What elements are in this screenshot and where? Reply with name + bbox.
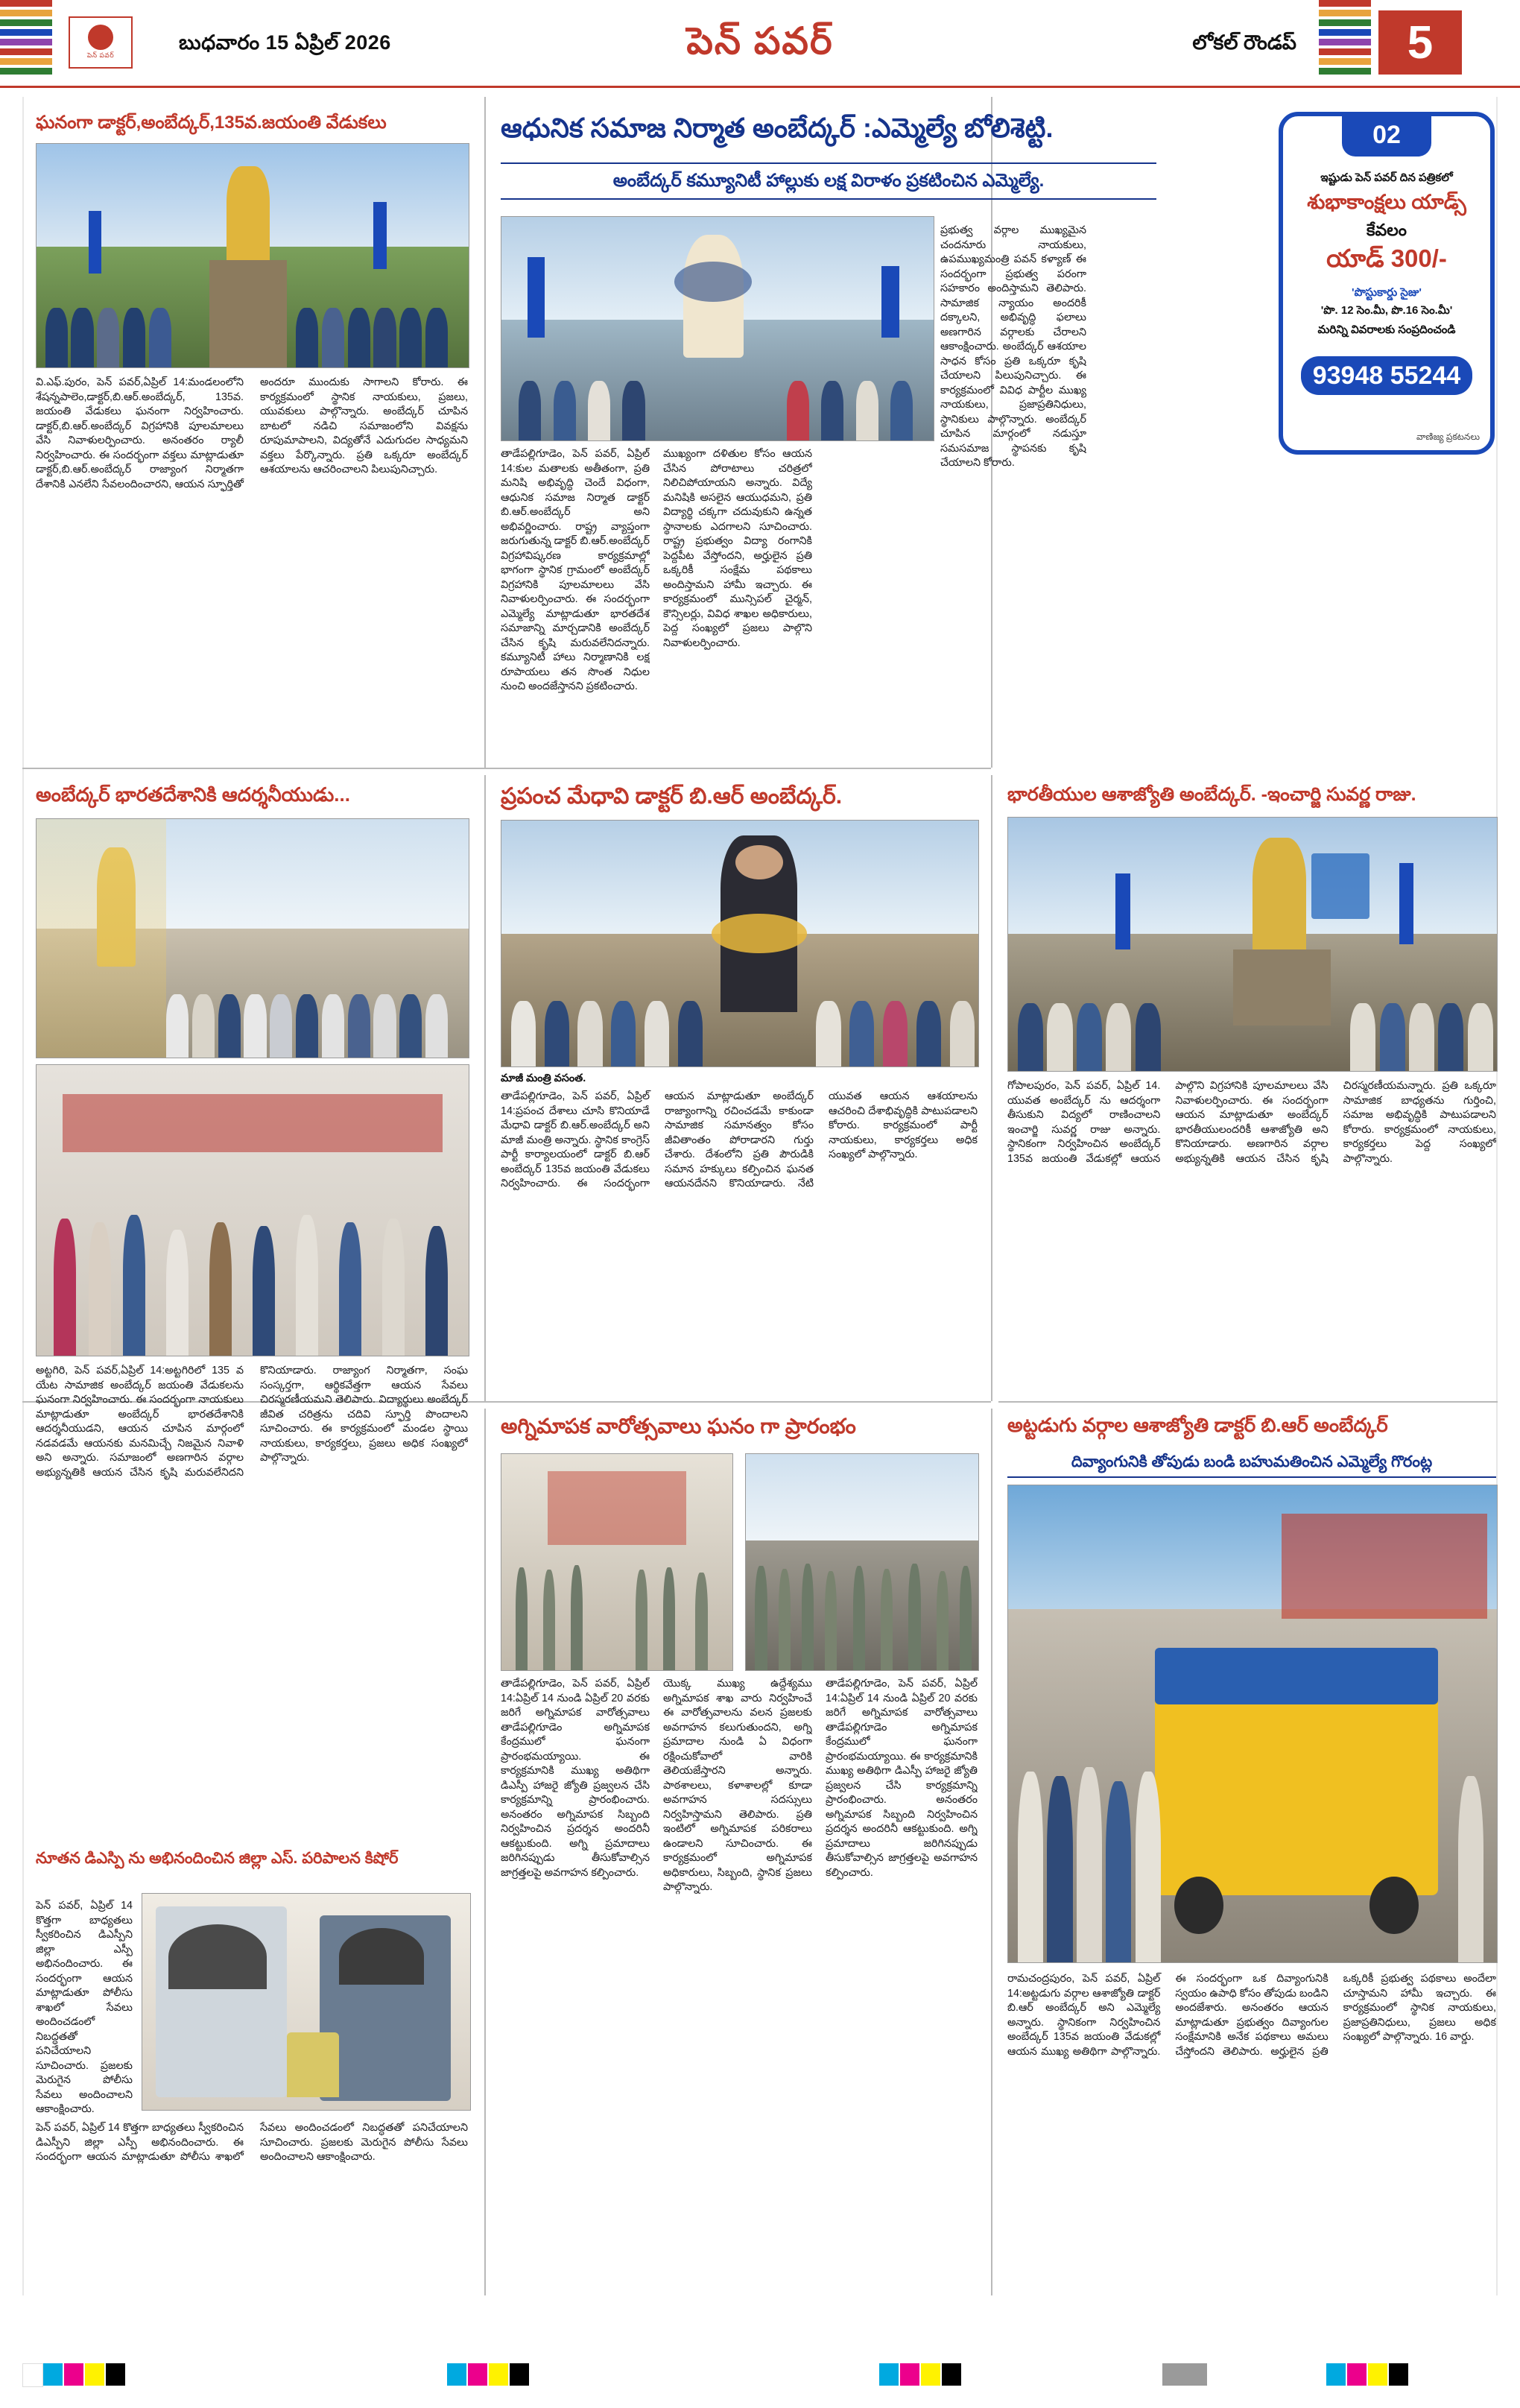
article-7 [1007, 783, 1496, 806]
column-rule [991, 775, 992, 1401]
article-5-headline: ప్రపంచ మేధావి డాక్టర్ బి.ఆర్ అంబేద్కర్. [501, 784, 843, 809]
issue-date: బుధవారం 15 ఏప్రిల్ 2026 [179, 31, 391, 54]
article-4-headline: ఆధునిక సమాజ నిర్మాత అంబేద్కర్ :ఎమ్మెల్యే బోలిశెట్టి. [501, 113, 1054, 143]
article-3 [36, 1848, 468, 1868]
article-6 [501, 1413, 978, 1440]
article-3-headline: నూతన డిఎస్పి ను అభినందించిన జిల్లా ఎస్. పరిపాలన కిషోర్ [36, 1850, 399, 1867]
article-6-photo-1 [501, 1453, 733, 1671]
ad-line-7: మరిన్ని వివరాలకు సంప్రదించండి [1317, 323, 1456, 336]
article-5-photo [501, 820, 979, 1067]
ad-number-badge: 02 [1342, 113, 1431, 157]
article-1-headline: ఘనంగా డాక్టర్,అంబేద్కర్,135వ.జయంతి వేడుకలు [36, 113, 387, 133]
section-label: లోకల్ రౌండప్ [1192, 31, 1296, 54]
masthead [0, 0, 1520, 88]
article-2-photo-top [36, 818, 469, 1058]
article-4-subhead: అంబేద్కర్ కమ్యూనిటీ హాల్లుకు లక్ష విరాళం ప్రకటించిన ఎమ్మెల్యే. [612, 171, 1045, 191]
article-6-col1: తాడేపల్లిగూడెం, పెన్ పవర్, ఏప్రిల్ 14:ఏప్రిల్ 14 నుండి ఏప్రిల్ 20 వరకు జరిగే అగ్నిమాపక వారోత్సవాలు తాడేపల్లిగూడెం అగ్నిమాపక కేంద్రములో ఘనంగా ప్రారంభమయ్యాయి. ఈ కార్యక్రమానికి ముఖ్య అతిథిగా డిఎస్పీ హాజరై జ్యోతి ప్రజ్వలన చేసి కార్యక్రమాన్ని ప్రారంభించారు. అనంతరం అగ్నిమాపక సిబ్బంది నిర్వహించిన ప్రదర్శన అందరినీ ఆకట్టుకుంది. అగ్ని ప్రమాదాలు జరిగినప్పుడు తీసుకోవాల్సిన జాగ్రత్తలపై అవగాహన కల్పించారు. [501, 1678, 650, 1879]
article-3-body-bottom: పెన్ పవర్, ఏప్రిల్ 14 కొత్తగా బాధ్యతలు స్వీకరించిన డిఎస్పీని జిల్లా ఎస్పీ అభినందించారు. ఈ సందర్భంగా ఆయన మాట్లాడుతూ పోలీసు శాఖలో సేవలు అందించడంలో నిబద్ధతతో పనిచేయాలని సూచించారు. ప్రజలకు మెరుగైన పోలీసు సేవలు అందించాలని ఆకాంక్షించారు. [36, 2122, 468, 2163]
article-8-photo [1007, 1485, 1498, 1963]
article-5-caption: మాజీ మంత్రి వసంత. [501, 1072, 586, 1084]
ad-line-3: కేవలం [1367, 221, 1407, 239]
article-8-subhead-box [1007, 1452, 1496, 1478]
article-2 [36, 783, 468, 806]
ad-line-4: యాడ్ 300/- [1326, 244, 1447, 272]
article-1-photo [36, 143, 469, 368]
article-4 [501, 112, 1395, 145]
page-title: పెన్ పవర్ [686, 20, 834, 62]
article-6-photo-2 [745, 1453, 979, 1671]
article-7-headline: భారతీయుల ఆశాజ్యోతి అంబేద్కర్. -ఇంచార్జి సువర్ణ రాజు. [1007, 784, 1416, 805]
article-8-body: రామచంద్రపురం, పెన్ పవర్, ఏప్రిల్ 14:అట్టడుగు వర్గాల ఆశాజ్యోతి డాక్టర్ బి.ఆర్ అంబేద్కర్ అని ఎమ్మెల్యే అన్నారు. స్థానికంగా నిర్వహించిన అంబేద్కర్ 135వ జయంతి వేడుకల్లో ఆయన ముఖ్య అతిథిగా పాల్గొన్నారు. ఈ సందర్భంగా ఒక దివ్యాంగునికి స్వయం ఉపాధి కోసం తోపుడు బండిని అందజేశారు. అనంతరం ఆయన మాట్లాడుతూ ప్రభుత్వం దివ్యాంగుల సంక్షేమానికి అనేక పథకాలు అమలు చేస్తోందని తెలిపారు. అర్హులైన ప్రతి ఒక్కరికీ ప్రభుత్వ పథకాలు అందేలా చూస్తామని హామీ ఇచ్చారు. ఈ కార్యక్రమంలో స్థానిక నాయకులు, ప్రజాప్రతినిధులు, ప్రజలు అధిక సంఖ్యలో పాల్గొన్నారు. 16 వార్డు. [1007, 1973, 1496, 2058]
ad-line-6: 'పొ. 12 సెం.మీ, పొ.16 సెం.మీ' [1320, 304, 1453, 317]
article-4-col3: ముఖ్యంగా దళితుల కోసం ఆయన చేసిన పోరాటాలు చరిత్రలో నిలిచిపోయాయని అన్నారు. విద్యే మనిషికి అసలైన ఆయుధమని, ప్రతి విద్యార్థి చక్కగా చదువుకుని ఉన్నత స్థానాలకు ఎదగాలని సూచించారు. రాష్ట్ర ప్రభుత్వం విద్యా రంగానికి పెద్దపీట వేస్తోందని, అర్హులైన ప్రతి ఒక్కరికీ సంక్షేమ పథకాలు అందిస్తామని హామీ ఇచ్చారు. ఈ కార్యక్రమంలో మున్సిపల్ చైర్మన్, కౌన్సిలర్లు, వివిధ శాఖల అధికారులు, పెద్ద సంఖ్యలో ప్రజలు పాల్గొని నివాళులర్పించారు. [663, 448, 812, 649]
column-rule [484, 775, 486, 1401]
article-6-col2: యొక్క ముఖ్య ఉద్దేశ్యము అగ్నిమాపక శాఖ వారు నిర్వహించే ఈ వారోత్సవాలను వలన ప్రజలకు అవగాహన కలుగుతుందని, అగ్ని ప్రమాదాల నుండి ఏ విధంగా రక్షించుకోవాలో వారికి తెలియజేస్తారని అన్నారు. పాఠశాలలు, కళాశాలల్లో కూడా అవగాహన సదస్సులు నిర్వహిస్తామని తెలిపారు. ప్రతి ఇంటిలో అగ్నిమాపక పరికరాలు ఉండాలని సూచించారు. ఈ కార్యక్రమంలో అగ్నిమాపక అధికారులు, సిబ్బంది, స్థానిక ప్రజలు పాల్గొన్నారు. [663, 1678, 812, 1893]
logo-text: పెన్ పవర్ [86, 51, 115, 59]
color-registration-bars [0, 2344, 1520, 2408]
ad-line-2: శుభాకాంక్షలు యాడ్స్ [1307, 191, 1466, 213]
article-3-body-left: పెన్ పవర్, ఏప్రిల్ 14 కొత్తగా బాధ్యతలు స్వీకరించిన డిఎస్పీని జిల్లా ఎస్పీ అభినందించారు. ఈ సందర్భంగా ఆయన మాట్లాడుతూ పోలీసు శాఖలో సేవలు అందించడంలో నిబద్ధతతో పనిచేయాలని సూచించారు. ప్రజలకు మెరుగైన పోలీసు సేవలు అందించాలని ఆకాంక్షించారు. [36, 1900, 133, 2115]
article-8 [1007, 1413, 1496, 1438]
page-edge-rule [22, 97, 24, 2295]
article-4-subhead-box [501, 162, 1156, 200]
ad-note: వాణిజ్య ప్రకటనలు [1416, 432, 1480, 442]
article-8-headline: అట్టడుగు వర్గాల ఆశాజ్యోతి డాక్టర్ బి.ఆర్ అంబేద్కర్ [1007, 1414, 1388, 1436]
column-rule [991, 1409, 992, 2295]
article-4-col2: ప్రభుత్వ వర్గాల ముఖ్యమైన చందనూరు నాయకులు, ఉపముఖ్యమంత్రి పవన్ కళ్యాణ్ ఈ సందర్భంగా ప్రభుత్వ పరంగా సహకారం అందిస్తామని తెలిపారు. సామాజిక న్యాయం అందరికీ దక్కాలని, అభివృద్ధి ఫలాలు అణగారిన వర్గాలకు చేరాలని ఆకాంక్షించారు. అంబేద్కర్ ఆశయాల సాధన కోసం ప్రతి ఒక్కరూ కృషి చేయాలని పిలుపునిచ్చారు. ఈ కార్యక్రమంలో వివిధ పార్టీల ముఖ్య నాయకులు, ప్రజాప్రతినిధులు, స్థానికులు పాల్గొన్నారు. అంబేద్కర్ చూపిన మార్గంలో నడుస్తూ సమసమాజ స్థాపనకు కృషి చేయాలని కోరారు. [940, 224, 1086, 469]
page-number-badge: 5 [1378, 10, 1462, 75]
article-4-photo [501, 216, 934, 441]
article-6-headline: అగ్నిమాపక వారోత్సవాలు ఘనం గా ప్రారంభం [501, 1415, 856, 1438]
article-5 [501, 783, 978, 811]
article-3-photo [142, 1893, 471, 2111]
article-1-body: వి.ఎఫ్.పురం, పెన్ పవర్,ఏప్రిల్ 14:మండలంలోని శేషన్నపాలెం,డాక్టర్,బి.ఆర్.అంబేద్కర్, 135వ. జయంతి వేడుకలు ఘనంగా నిర్వహించారు. డాక్టర్,బి.ఆర్.అంబేద్కర్ విగ్రహానికి పూలమాలలు వేసి నివాళులర్పించారు. అనంతరం ర్యాలీ నిర్వహించారు. ఈ సందర్భంగా వక్తలు మాట్లాడుతూ డాక్టర్,బి.ఆర్.అంబేద్కర్ రాజ్యాంగ నిర్మాతగా దేశానికి ఎనలేని సేవలందించారని, ఆయన స్ఫూర్తితో అందరూ ముందుకు సాగాలని కోరారు. ఈ కార్యక్రమంలో స్థానిక నాయకులు, ప్రజలు, యువకులు పాల్గొన్నారు. అంబేద్కర్ చూపిన బాటలో నడిచి సమాజంలోని వివక్షను రూపుమాపాలని, విద్యతోనే ఎదుగుదల సాధ్యమని వక్తలు పేర్కొన్నారు. ప్రతి ఒక్కరూ అంబేద్కర్ ఆశయాలను ఆచరించాలని పిలుపునిచ్చారు. [36, 376, 468, 490]
article-6-col3: తాడేపల్లిగూడెం, పెన్ పవర్, ఏప్రిల్ 14:ఏప్రిల్ 14 నుండి ఏప్రిల్ 20 వరకు జరిగే అగ్నిమాపక వారోత్సవాలు తాడేపల్లిగూడెం అగ్నిమాపక కేంద్రములో ఘనంగా ప్రారంభమయ్యాయి. ఈ కార్యక్రమానికి ముఖ్య అతిథిగా డిఎస్పీ హాజరై జ్యోతి ప్రజ్వలన చేసి కార్యక్రమాన్ని ప్రారంభించారు. అనంతరం అగ్నిమాపక సిబ్బంది నిర్వహించిన ప్రదర్శన అందరినీ ఆకట్టుకుంది. అగ్ని ప్రమాదాలు జరిగినప్పుడు తీసుకోవాల్సిన జాగ్రత్తలపై అవగాహన కల్పించారు. [826, 1678, 978, 1879]
article-5-body: తాడేపల్లిగూడెం, పెన్ పవర్, ఏప్రిల్ 14:ప్రపంచ దేశాలు చూసి కొనియాడే మేధావి డాక్టర్ బి.ఆర్.అంబేద్కర్ అని మాజీ మంత్రి అన్నారు. స్థానిక కాంగ్రెస్ పార్టీ కార్యాలయంలో డాక్టర్ బి.ఆర్ అంబేద్కర్ 135వ జయంతి వేడుకలు నిర్వహించారు. ఈ సందర్భంగా ఆయన మాట్లాడుతూ అంబేద్కర్ రాజ్యాంగాన్ని రచించడమే కాకుండా సామాజిక సమానత్వం కోసం జీవితాంతం పోరాడారని గుర్తు చేశారు. దేశంలోని ప్రతి పౌరుడికి సమాన హక్కులు కల్పించిన ఘనత ఆయనదేనని కొనియాడారు. నేటి యువత ఆయన ఆశయాలను ఆచరించి దేశాభివృద్ధికి పాటుపడాలని కోరారు. కార్యక్రమంలో పార్టీ నాయకులు, కార్యకర్తలు అధిక సంఖ్యలో పాల్గొన్నారు. [501, 1090, 978, 1189]
advertisement-box[interactable] [1279, 112, 1495, 455]
ad-phone-number[interactable]: 93948 55244 [1301, 356, 1472, 395]
article-2-photo-bottom [36, 1064, 469, 1356]
article-8-subhead: దివ్యాంగునికి తోపుడు బండి బహుమతించిన ఎమ్మెల్యే గొరంట్ల [1071, 1453, 1433, 1470]
section-rule [998, 1401, 1498, 1403]
ad-line-1: ఇష్టుడు పెన్ పవర్ దిన పత్రికలో [1320, 171, 1453, 184]
article-7-body: గోపాలపురం, పెన్ పవర్, ఏప్రిల్ 14. యువత అంబేద్కర్ ను ఆదర్శంగా తీసుకుని విద్యలో రాణించాలని ఇంచార్జి సువర్ణ రాజు అన్నారు. స్థానికంగా నిర్వహించిన అంబేద్కర్ 135వ జయంతి వేడుకల్లో ఆయన పాల్గొని విగ్రహానికి పూలమాలలు వేసి నివాళులర్పించారు. ఈ సందర్భంగా ఆయన మాట్లాడుతూ అంబేద్కర్ భారతీయులందరికీ ఆశాజ్యోతి అని కొనియాడారు. అణగారిన వర్గాల అభ్యున్నతికి ఆయన చేసిన కృషి చిరస్మరణీయమన్నారు. ప్రతి ఒక్కరూ సామాజిక బాధ్యతను గుర్తించి, సమాజ అభివృద్ధికి పాటుపడాలని కోరారు. కార్యక్రమంలో నాయకులు, కార్యకర్తలు పెద్ద సంఖ్యలో పాల్గొన్నారు. [1007, 1080, 1496, 1165]
column-rule [484, 1409, 486, 2295]
ad-line-5: 'పొస్టుకార్డు సైజు' [1352, 286, 1422, 299]
column-rule [484, 97, 486, 768]
page-edge-rule [1496, 97, 1498, 2295]
section-rule [22, 768, 991, 769]
article-1 [36, 112, 468, 134]
article-4-col1: తాడేపల్లిగూడెం, పెన్ పవర్, ఏప్రిల్ 14:కుల మతాలకు అతీతంగా, ప్రతి మనిషి అభివృద్ధి చెందే విధంగా, ఆధునిక సమాజ నిర్మాత డాక్టర్ బి.ఆర్.అంబేద్కర్ అని అభివర్ణించారు. రాష్ట్ర వ్యాప్తంగా జరుగుతున్న డాక్టర్ బి.ఆర్.అంబేద్కర్ విగ్రహావిష్కరణ కార్యక్రమాల్లో భాగంగా స్థానిక గ్రామంలో అంబేద్కర్ విగ్రహానికి పూలమాలలు వేసి నివాళులర్పించారు. ఈ సందర్భంగా ఎమ్మెల్యే మాట్లాడుతూ భారతదేశ సమాజాన్ని మార్చడానికి అంబేద్కర్ చేసిన కృషి మరువలేనిదన్నారు. కమ్యూనిటీ హాలు నిర్మాణానికి లక్ష రూపాయలు తన సొంత నిధుల నుంచి అందజేస్తానని ప్రకటించారు. [501, 448, 650, 692]
article-2-body: అట్టగిరి, పెన్ పవర్,ఏప్రిల్ 14:అట్టగిరిలో 135 వ యేట సామాజిక అంబేద్కర్ జయంతి వేడుకలను ఘనంగా నిర్వహించారు. ఈ సందర్భంగా నాయకులు మాట్లాడుతూ అంబేద్కర్ భారతదేశానికి ఆదర్శనీయుడని, ఆయన చూపిన మార్గంలో నడవడమే ఆయనకు మనమిచ్చే నిజమైన నివాళి అని అన్నారు. సమాజంలో అణగారిన వర్గాల అభ్యున్నతికి ఆయన చేసిన కృషి మరువలేనిదని కొనియాడారు. రాజ్యాంగ నిర్మాతగా, సంఘ సంస్కర్తగా, ఆర్థికవేత్తగా ఆయన సేవలు చిరస్మరణీయమని తెలిపారు. విద్యార్థులు అంబేద్కర్ జీవిత చరిత్రను చదివి స్ఫూర్తి పొందాలని సూచించారు. ఈ కార్యక్రమంలో మండల స్థాయి నాయకులు, కార్యకర్తలు, ప్రజలు అధిక సంఖ్యలో పాల్గొన్నారు. [36, 1365, 468, 1479]
article-2-headline: అంబేద్కర్ భారతదేశానికి ఆదర్శనీయుడు... [36, 783, 350, 806]
article-7-photo [1007, 817, 1498, 1072]
masthead-color-stripes-right [1319, 0, 1371, 82]
